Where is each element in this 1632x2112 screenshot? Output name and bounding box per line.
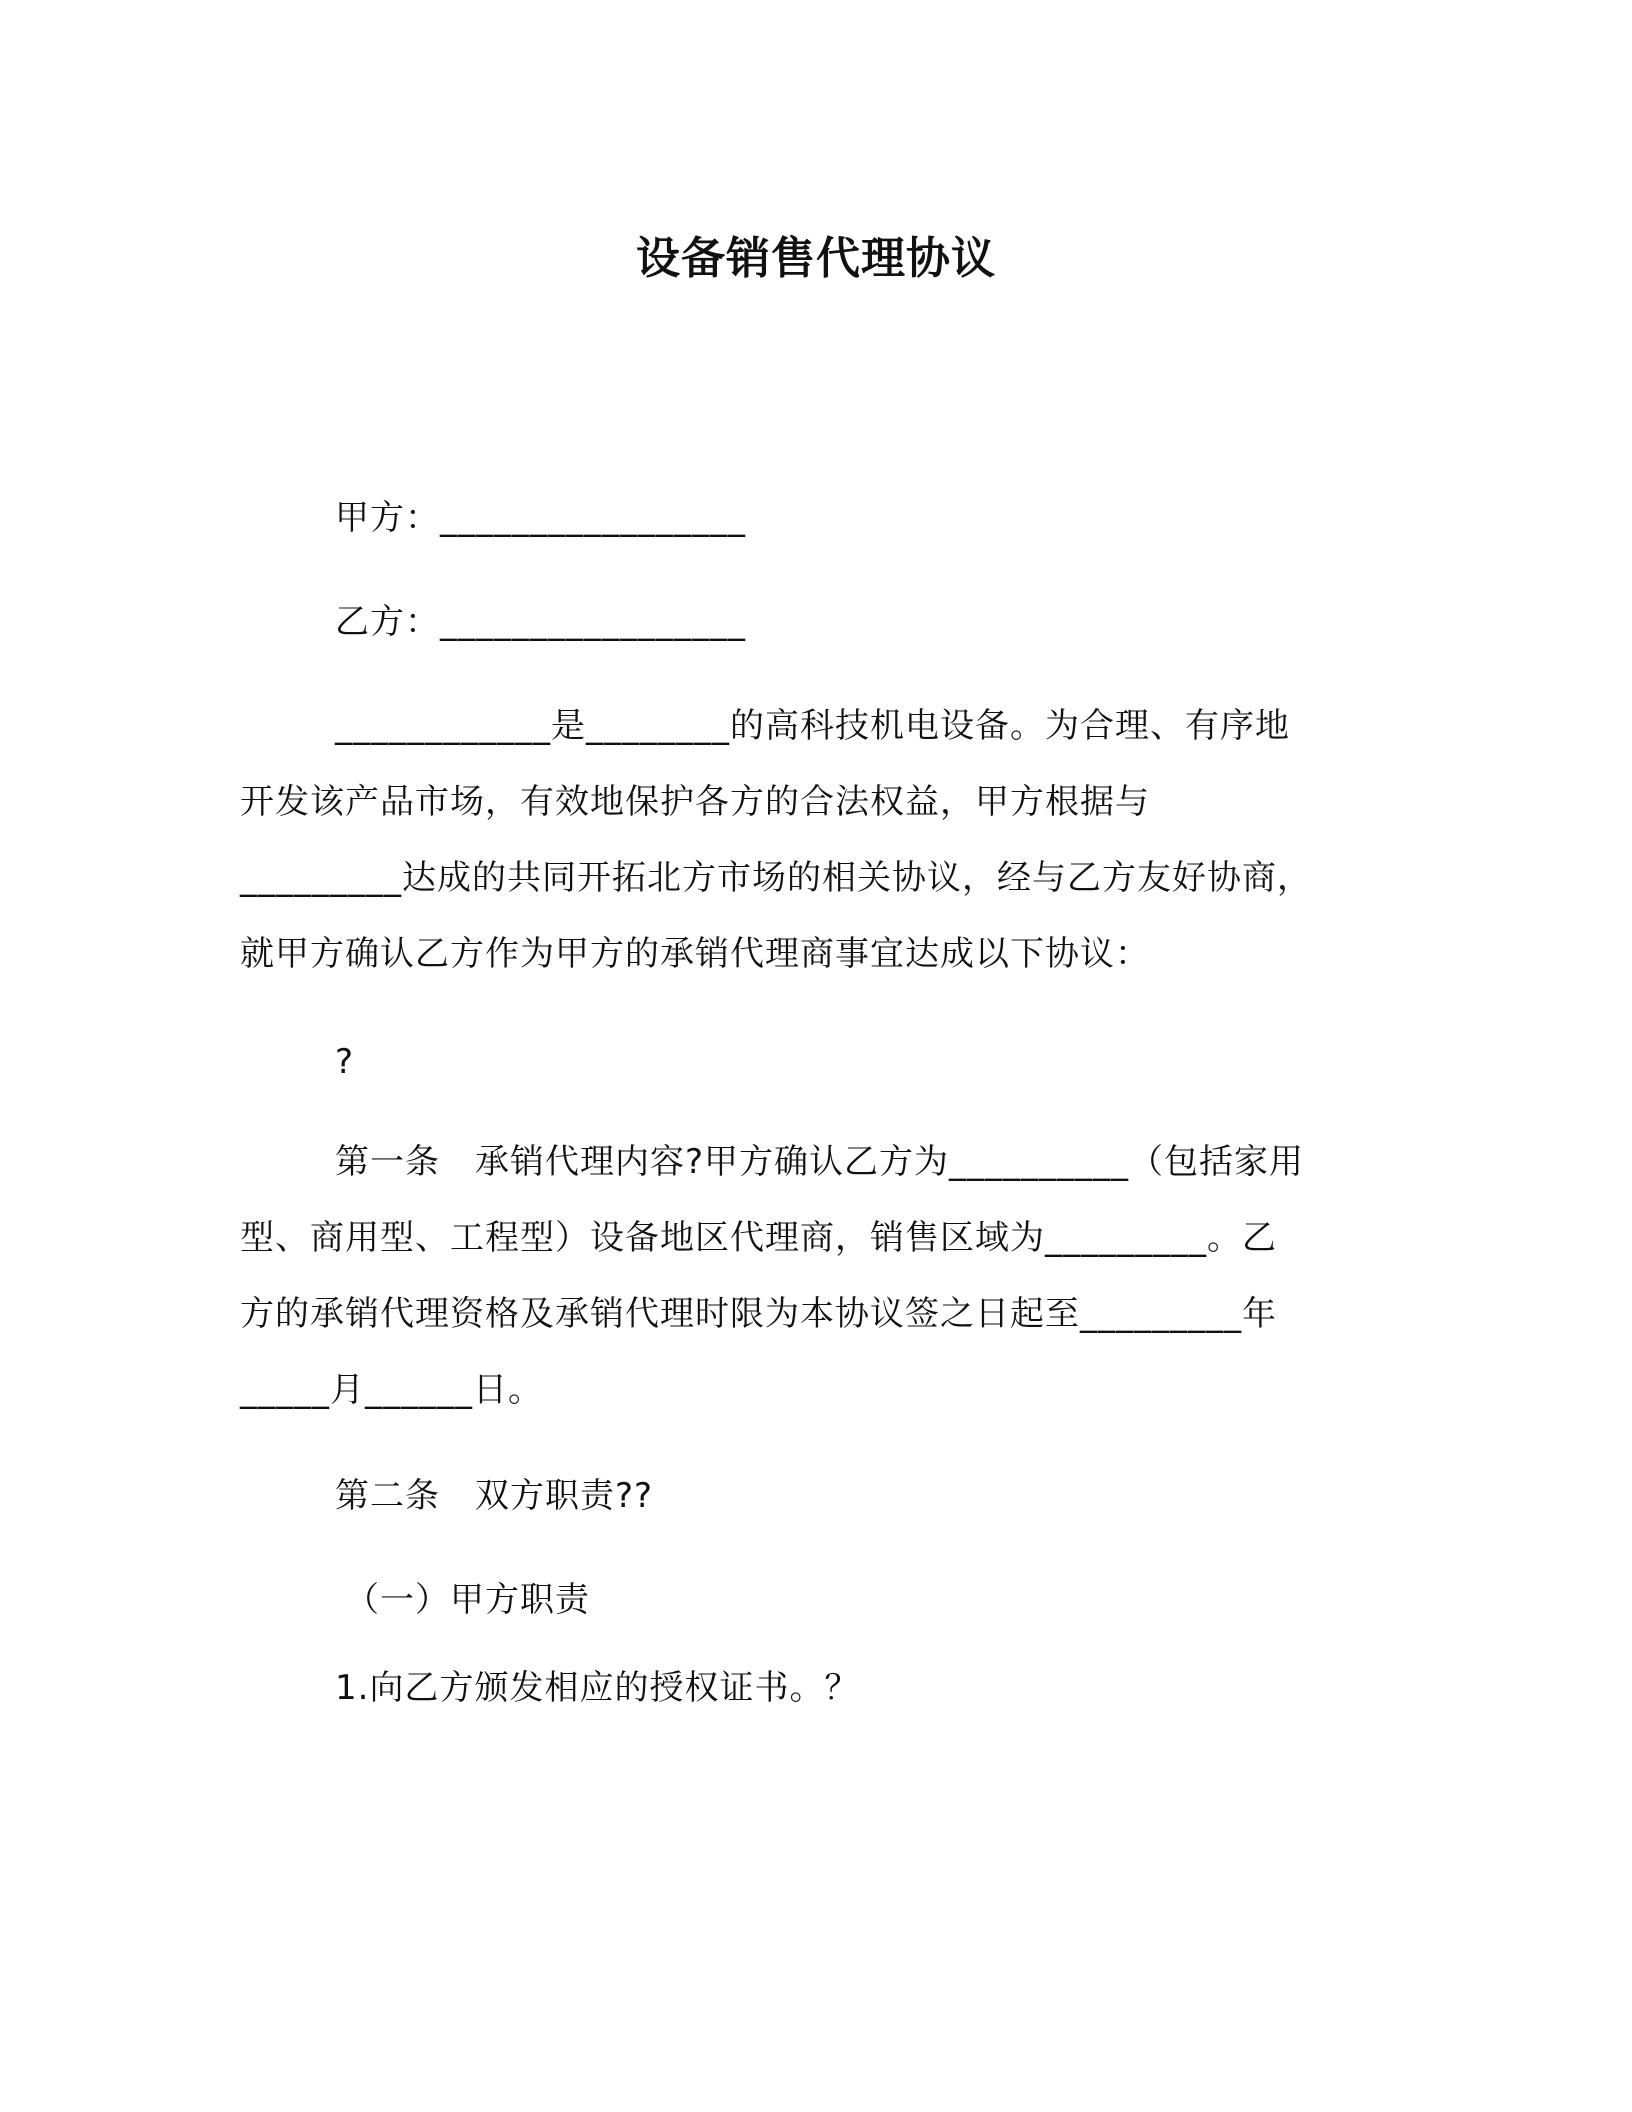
article1-line-2: 型、商用型、工程型）设备地区代理商，销售区域为_________。乙 — [240, 1218, 1277, 1258]
section-a-heading: （一）甲方职责 — [345, 1580, 590, 1620]
question-mark-line: ? — [335, 1042, 355, 1082]
article1-line-4: _____月______日。 — [240, 1370, 543, 1410]
intro-line-4: 就甲方确认乙方作为甲方的承销代理商事宜达成以下协议： — [240, 934, 1150, 974]
party-b-line: 乙方：_________________ — [335, 602, 746, 642]
item-1: 1.向乙方颁发相应的授权证书。？ — [335, 1668, 860, 1708]
intro-line-3: _________达成的共同开拓北方市场的相关协议，经与乙方友好协商， — [240, 858, 1312, 898]
party-a-line: 甲方：_________________ — [335, 498, 746, 538]
article1-line-1: 第一条 承销代理内容?甲方确认乙方为__________（包括家用 — [335, 1142, 1305, 1182]
intro-line-2: 开发该产品市场，有效地保护各方的合法权益，甲方根据与 — [240, 782, 1150, 822]
article2-heading: 第二条 双方职责?? — [335, 1476, 654, 1516]
intro-line-1: ____________是________的高科技机电设备。为合理、有序地 — [335, 706, 1290, 746]
document-title: 设备销售代理协议 — [636, 233, 996, 284]
article1-line-3: 方的承销代理资格及承销代理时限为本协议签之日起至_________年 — [240, 1294, 1277, 1334]
